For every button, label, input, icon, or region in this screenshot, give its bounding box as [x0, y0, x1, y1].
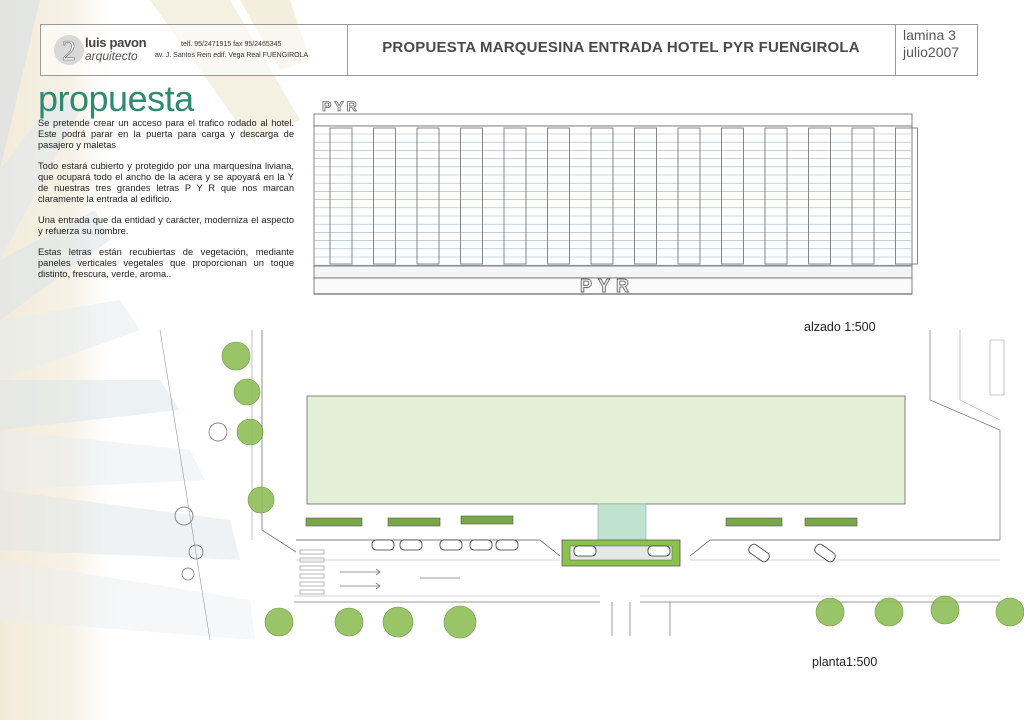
page-title: PROPUESTA MARQUESINA ENTRADA HOTEL PYR FUENGIROLA [382, 39, 860, 56]
plan-scale-label: planta1:500 [812, 655, 878, 669]
car [470, 540, 492, 550]
tree [996, 598, 1024, 626]
car [400, 540, 422, 550]
tree [265, 608, 293, 636]
car [440, 540, 462, 550]
car [648, 546, 670, 556]
road-curb [296, 540, 560, 556]
planter [306, 518, 362, 526]
contact-address: av. J. Santos Rein edif. Vega Real FUENGIROLA [155, 52, 309, 59]
car [372, 540, 394, 550]
pedestrian-crossing [300, 550, 324, 594]
neighbour-building [960, 330, 1000, 420]
sheet-date: julio2007 [903, 44, 960, 60]
tree-outline [182, 568, 194, 580]
tree [875, 598, 903, 626]
description-paragraph: Se pretende crear un acceso para el trafico rodado al hotel. Este podrá parar en la puerta para carga y descarga de pasajero y maletas [38, 118, 294, 150]
road-curb [690, 540, 1000, 556]
tree [383, 607, 413, 637]
tree [816, 598, 844, 626]
section-heading: propuesta [38, 78, 194, 119]
building-parapet [314, 114, 912, 126]
canopy-roof [307, 396, 905, 504]
tree [237, 419, 263, 445]
car [496, 540, 518, 550]
sheet-number: lamina 3 [903, 27, 956, 43]
planter [726, 518, 782, 526]
planter [805, 518, 857, 526]
svg-text:2: 2 [62, 36, 76, 67]
planter [461, 516, 513, 524]
architect-name: luis pavon [85, 35, 147, 50]
entrance-sign: PYR [580, 276, 636, 296]
contact-phone: telf. 95/2471915 fax 95/2465345 [181, 41, 282, 48]
description-paragraph: Todo estará cubierto y protegido por una marquesina liviana, que ocupará todo el ancho de la acera y se apoyará en la Y de nuestras tres grandes letras P Y R que nos marcan claramente la entrada al edificio. [38, 161, 294, 204]
roof-sign: PYR [322, 98, 360, 114]
car [574, 546, 596, 556]
neighbour-building [930, 330, 1000, 540]
tree [248, 487, 274, 513]
elevation-drawing [314, 98, 918, 296]
tree [234, 379, 260, 405]
elevation-scale-label: alzado 1:500 [804, 320, 876, 334]
sidewalk-edge [160, 330, 210, 640]
lane-arrows [340, 569, 460, 589]
planter [388, 518, 440, 526]
tree [444, 606, 476, 638]
curb-line [262, 330, 296, 552]
tree [335, 608, 363, 636]
planters [306, 516, 857, 526]
architect-title: arquitecto [85, 49, 138, 63]
side-street [612, 602, 630, 636]
plan-drawing [160, 330, 1024, 640]
neighbour-building [990, 340, 1004, 395]
tree-outline [209, 423, 227, 441]
description-paragraph: Una entrada que da entidad y carácter, moderniza el aspecto y refuerza su nombre. [38, 215, 294, 236]
tree [222, 342, 250, 370]
tree [931, 596, 959, 624]
description-paragraph: Estas letras están recubiertas de vegetación, mediante paneles verticales vegetales que proporcionan un toque distinto, frescura, verde, aroma.. [38, 247, 294, 279]
